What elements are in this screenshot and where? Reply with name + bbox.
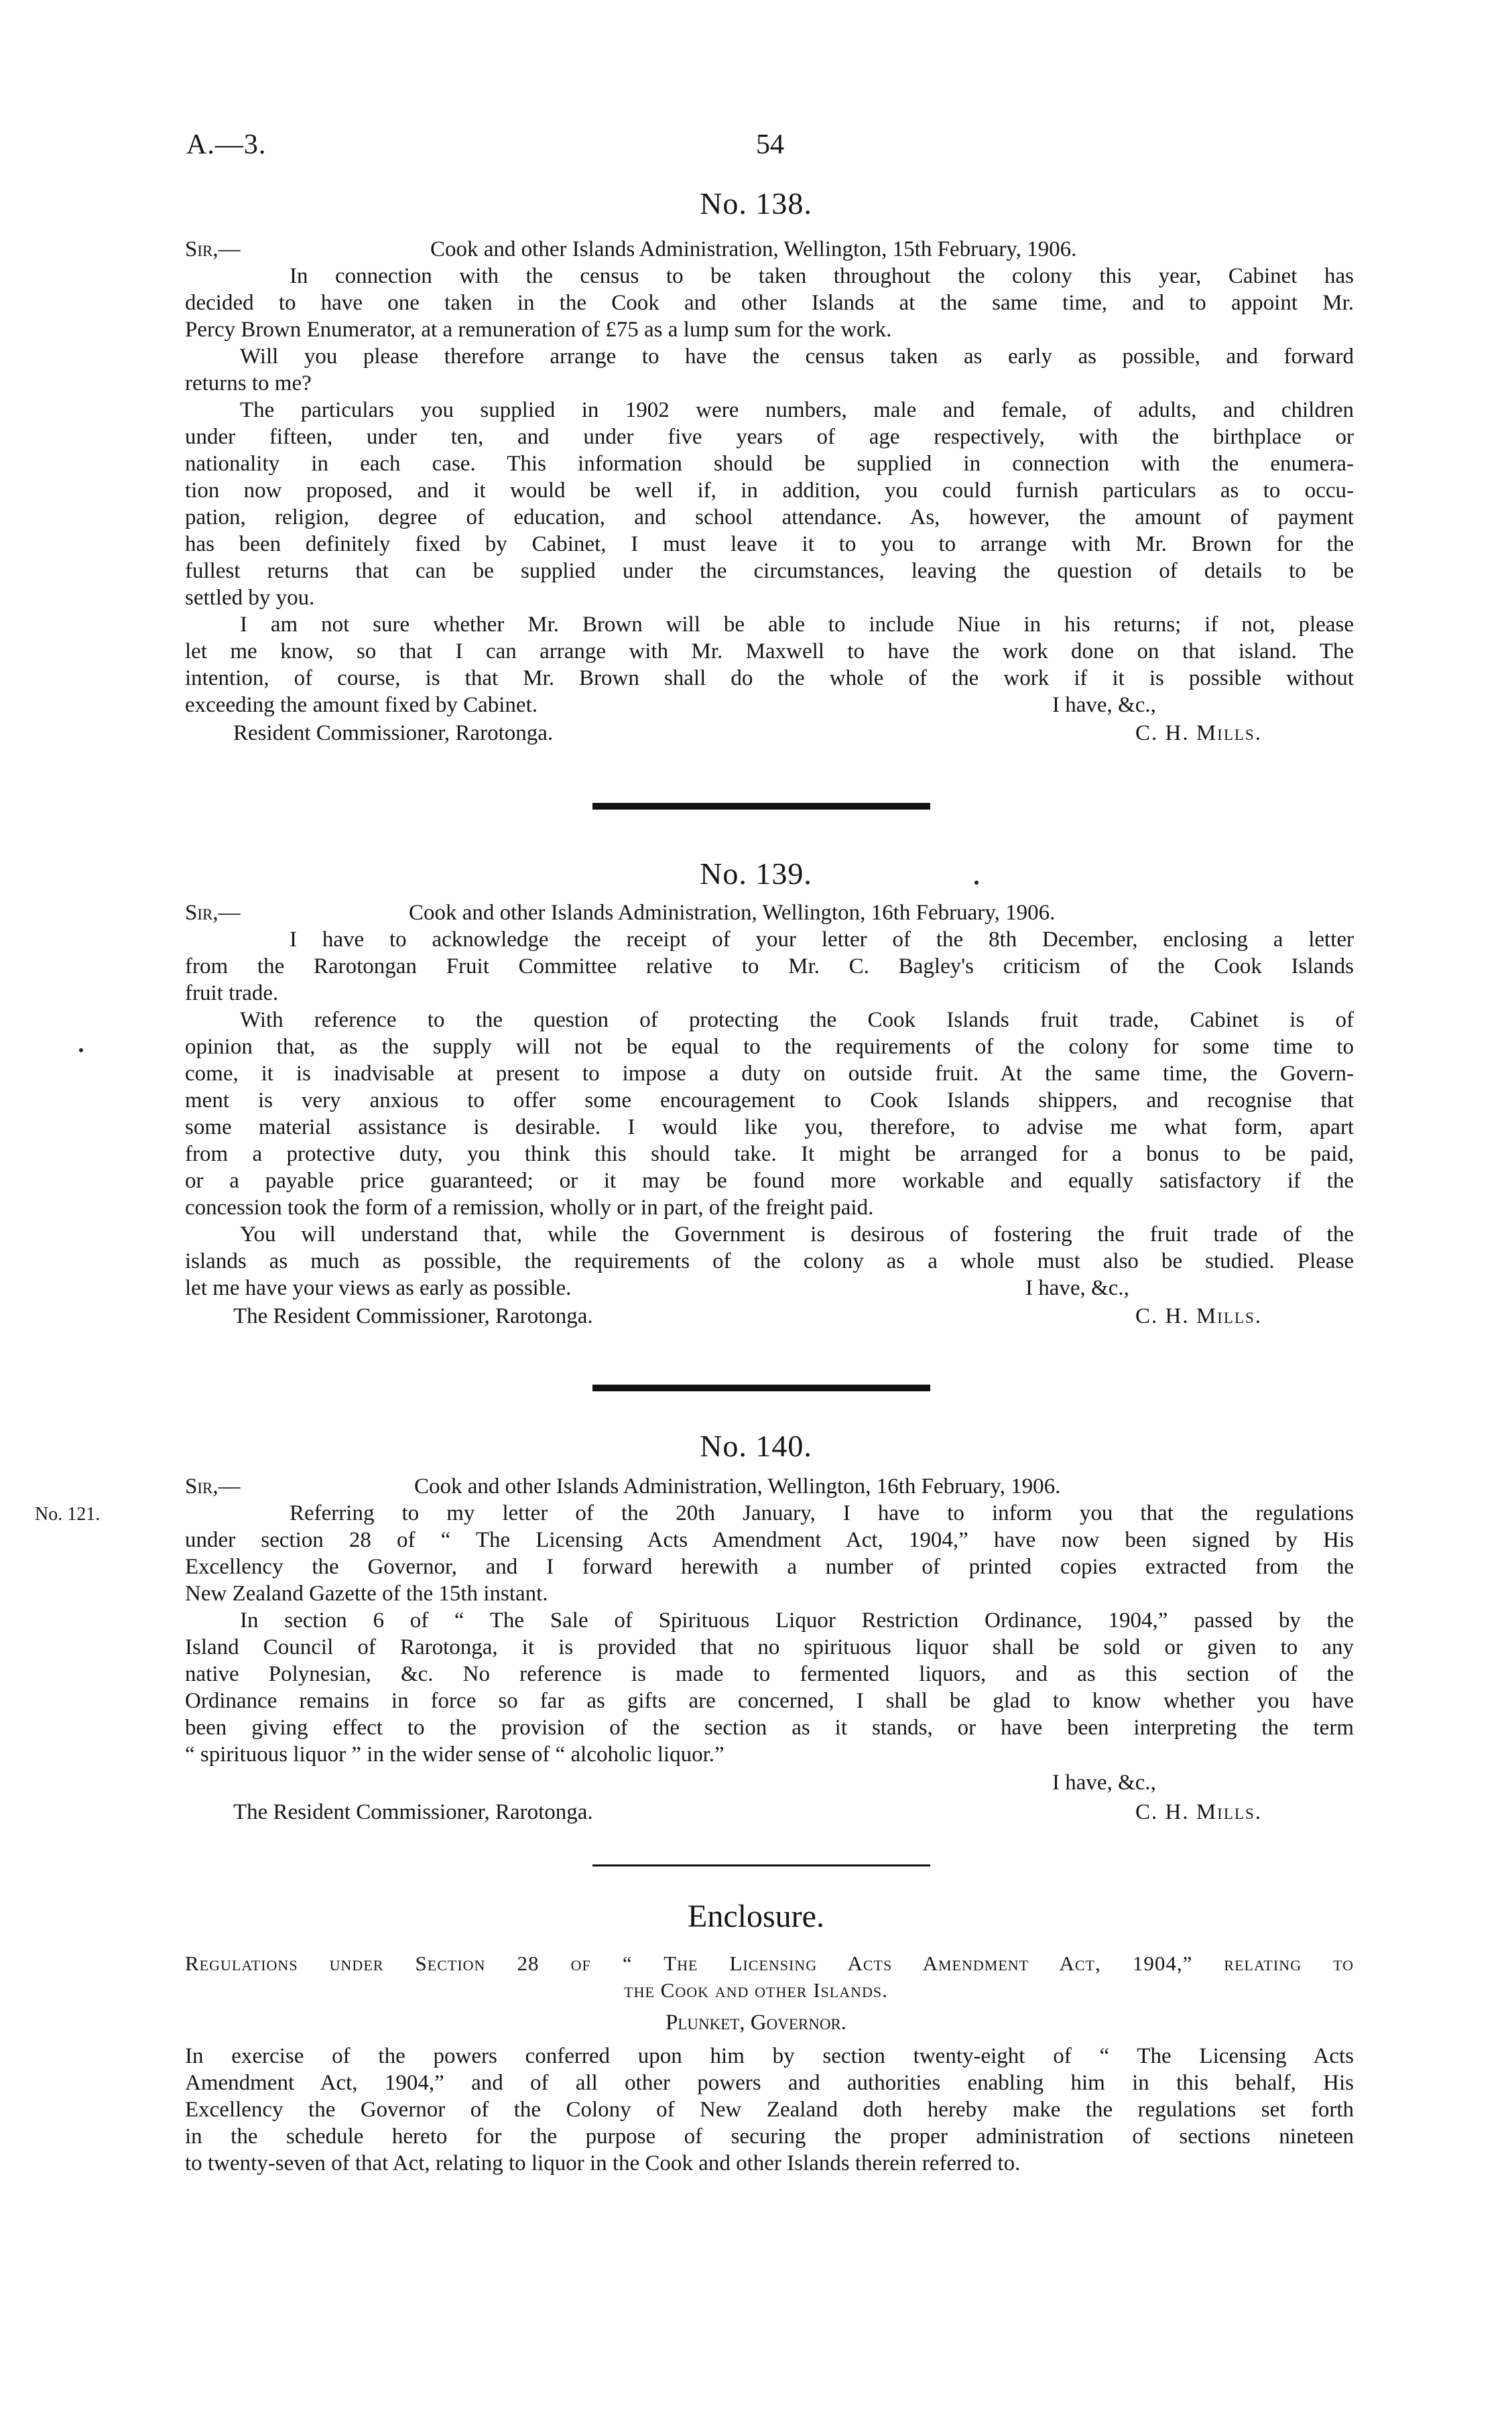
letter-138-addressee: Resident Commissioner, Rarotonga. (233, 721, 554, 745)
letter-140-line: Island Council of Rarotonga, it is provided that no spirituous liquor shall be sold or given to any (185, 1635, 1354, 1659)
letter-138-line: let me know, so that I can arrange with Mr. Maxwell to have the work done on that island. The (185, 639, 1354, 663)
letter-139-line: some material assistance is desirable. I would like you, therefore, to advise me what form, apart (185, 1115, 1354, 1139)
letter-139-line: You will understand that, while the Government is desirous of fostering the fruit trade of the (240, 1222, 1354, 1247)
letter-140-line: Excellency the Governor, and I forward herewith a number of printed copies extracted from the (185, 1555, 1354, 1579)
letter-140-line: under section 28 of “ The Licensing Acts Amendment Act, 1904,” have now been signed by His (185, 1528, 1354, 1552)
letter-140-line: New Zealand Gazette of the 15th instant. (185, 1582, 548, 1606)
letter-138-line: The particulars you supplied in 1902 were numbers, male and female, of adults, and children (240, 398, 1354, 422)
letter-139-line: With reference to the question of protecting the Cook Islands fruit trade, Cabinet is of (240, 1008, 1354, 1032)
letter-139-line: come, it is inadvisable at present to impose a duty on outside fruit. At the same time, the Govern- (185, 1062, 1354, 1086)
letter-138-line: returns to me? (185, 371, 312, 395)
letter-139-line: ment is very anxious to offer some encouragement to Cook Islands shippers, and recognise that (185, 1088, 1354, 1113)
enclosure-title: Enclosure. (688, 1899, 824, 1934)
letter-139-line: fruit trade. (185, 981, 279, 1005)
letter-139-line: from a protective duty, you think this should take. It might be arranged for a bonus to be paid, (185, 1142, 1354, 1166)
letter-140-line: native Polynesian, &c. No reference is made to fermented liquors, and as this section of the (185, 1662, 1354, 1686)
letter-139-line: or a payable price guaranteed; or it may be found more workable and equally satisfactory if the (185, 1169, 1354, 1193)
section-divider (592, 1864, 930, 1866)
enclosure-line: to twenty-seven of that Act, relating to liquor in the Cook and other Islands therein referred to. (185, 2151, 1021, 2175)
letter-140-line: In section 6 of “ The Sale of Spirituous Liquor Restriction Ordinance, 1904,” passed by the (240, 1608, 1354, 1633)
letter-139-line: I have to acknowledge the receipt of your letter of the 8th December, enclosing a letter (290, 928, 1354, 952)
letter-139-addressee: The Resident Commissioner, Rarotonga. (233, 1304, 593, 1328)
letter-140-closing: I have, &c., (1052, 1771, 1156, 1795)
letter-139-dateline: Cook and other Islands Administration, Wellington, 16th February, 1906. (409, 901, 1056, 925)
letter-139-closing: I have, &c., (1025, 1276, 1129, 1300)
page-number: 54 (756, 129, 784, 160)
letter-140-line: Ordinance remains in force so far as gifts are concerned, I shall be glad to know whether you have (185, 1689, 1354, 1713)
letter-138-line: I am not sure whether Mr. Brown will be able to include Niue in his returns; if not, please (240, 613, 1354, 637)
enclosure-line: In exercise of the powers conferred upon him by section twenty-eight of “ The Licensing Acts (185, 2044, 1354, 2068)
letter-138-signature: C. H. Mills. (1135, 721, 1262, 745)
letter-138-closing: I have, &c., (1052, 693, 1156, 717)
print-speck (974, 881, 979, 885)
letter-139-signature: C. H. Mills. (1135, 1304, 1262, 1328)
letter-139-line: islands as much as possible, the requirements of the colony as a whole must also be studied. Please (185, 1249, 1354, 1273)
regulations-heading-continued: the Cook and other Islands. (624, 1978, 888, 2002)
parliamentary-paper-ref: A.—3. (186, 129, 267, 160)
letter-139-line: let me have your views as early as possible. (185, 1276, 572, 1300)
section-divider (592, 803, 930, 810)
enclosure-line: Excellency the Governor of the Colony of New Zealand doth hereby make the regulations set forth (185, 2098, 1354, 2122)
letter-139-line: opinion that, as the supply will not be equal to the requirements of the colony for some time to (185, 1035, 1354, 1059)
letter-138-dateline: Cook and other Islands Administration, Wellington, 15th February, 1906. (430, 237, 1077, 261)
letter-140-addressee: The Resident Commissioner, Rarotonga. (233, 1800, 593, 1824)
letter-138-line: fullest returns that can be supplied under the circumstances, leaving the question of details to be (185, 559, 1354, 583)
letter-139-line: concession took the form of a remission, wholly or in part, of the freight paid. (185, 1196, 874, 1220)
governor-name: Plunket, Governor. (665, 2011, 847, 2035)
letter-140-number: No. 140. (700, 1429, 812, 1463)
letter-138-number: No. 138. (700, 186, 812, 220)
letter-139-salutation: Sir,— (185, 901, 241, 925)
letter-138-line: tion now proposed, and it would be well if, in addition, you could furnish particulars as to occu- (185, 479, 1354, 503)
letter-139-number: No. 139. (700, 856, 812, 891)
letter-138-line: decided to have one taken in the Cook and other Islands at the same time, and to appoint Mr. (185, 291, 1354, 315)
section-divider (592, 1385, 930, 1391)
letter-138-line: nationality in each case. This information should be supplied in connection with the enumera- (185, 452, 1354, 476)
letter-138-line: settled by you. (185, 586, 315, 610)
letter-138-salutation: Sir,— (185, 237, 241, 261)
letter-140-line: been giving effect to the provision of the section as it stands, or have been interpreting the term (185, 1716, 1354, 1740)
letter-138-line: In connection with the census to be taken throughout the colony this year, Cabinet has (290, 264, 1354, 288)
letter-140-line: “ spirituous liquor ” in the wider sense of “ alcoholic liquor.” (185, 1742, 724, 1767)
letter-138-line: Percy Brown Enumerator, at a remuneration of £75 as a lump sum for the work. (185, 318, 892, 342)
letter-140-dateline: Cook and other Islands Administration, Wellington, 16th February, 1906. (414, 1474, 1061, 1499)
letter-138-line: under fifteen, under ten, and under five years of age respectively, with the birthplace or (185, 425, 1354, 449)
letter-138-line: pation, religion, degree of education, and school attendance. As, however, the amount of payment (185, 505, 1354, 529)
letter-140-salutation: Sir,— (185, 1474, 241, 1499)
print-speck (79, 1048, 83, 1052)
letter-140-signature: C. H. Mills. (1135, 1800, 1262, 1824)
letter-139-line: from the Rarotongan Fruit Committee relative to Mr. C. Bagley's criticism of the Cook Islands (185, 954, 1354, 978)
letter-138-line: Will you please therefore arrange to have the census taken as early as possible, and forward (240, 344, 1354, 369)
margin-cross-reference: No. 121. (35, 1504, 101, 1525)
regulations-heading: Regulations under Section 28 of “ The Licensing Acts Amendment Act, 1904,” relating to (185, 1952, 1354, 1975)
letter-138-line: exceeding the amount fixed by Cabinet. (185, 693, 538, 717)
letter-138-line: intention, of course, is that Mr. Brown shall do the whole of the work if it is possible without (185, 666, 1354, 690)
enclosure-line: Amendment Act, 1904,” and of all other powers and authorities enabling him in this behalf, His (185, 2071, 1354, 2095)
letter-138-line: has been definitely fixed by Cabinet, I must leave it to you to arrange with Mr. Brown for the (185, 532, 1354, 556)
enclosure-line: in the schedule hereto for the purpose of securing the proper administration of sections nineteen (185, 2124, 1354, 2149)
letter-140-line: Referring to my letter of the 20th January, I have to inform you that the regulations (290, 1501, 1354, 1525)
